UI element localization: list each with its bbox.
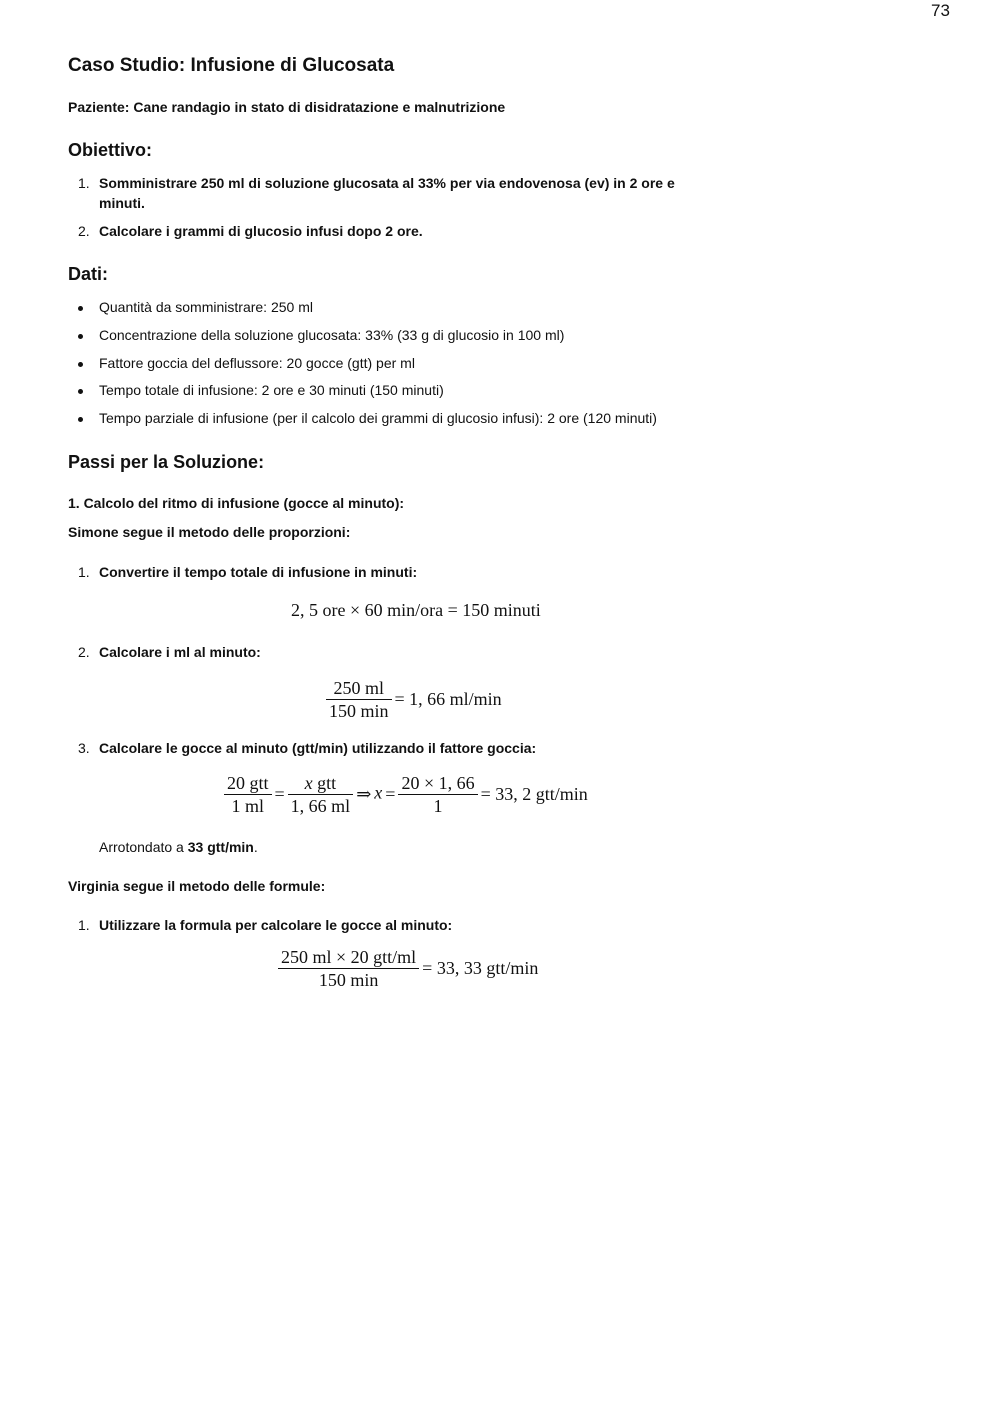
fraction-denominator: 1 ml	[231, 796, 265, 816]
objective-heading: Obiettivo:	[68, 140, 152, 160]
fraction-numerator	[288, 772, 354, 795]
equation-result: = 33, 2 gtt/min	[480, 784, 588, 804]
bullet-marker	[78, 306, 83, 311]
fraction-denominator: 1	[433, 796, 443, 816]
variable-x: x	[304, 773, 313, 793]
fraction	[224, 772, 272, 817]
rounded-prefix: Arrotondato a	[99, 839, 188, 855]
fraction-numerator: 20 gtt	[224, 772, 272, 795]
data-item-concentration: Concentrazione della soluzione glucosata: 33% (33 g di glucosio in 100 ml)	[99, 327, 565, 343]
unit-gtt: gtt	[312, 773, 337, 793]
rounded-suffix: .	[253, 839, 258, 855]
rounded-value: 33 gtt/min	[187, 839, 254, 855]
fraction	[326, 677, 392, 722]
fraction	[288, 772, 354, 817]
objective-item-2-text: Calcolare i grammi di glucosio infusi dopo 2 ore.	[99, 223, 423, 239]
simone-step-2-number: 2.	[78, 644, 90, 660]
data-item-total-time: Tempo totale di infusione: 2 ore e 30 minuti (150 minuti)	[99, 382, 444, 398]
simone-method-label: Simone segue il metodo delle proporzioni:	[68, 524, 351, 540]
fraction-numerator: 20 × 1, 66	[398, 772, 477, 795]
fraction-numerator: 250 ml × 20 gtt/ml	[278, 946, 419, 969]
objective-item-1-number: 1.	[78, 175, 90, 191]
equation-drops-formula	[278, 946, 541, 991]
data-heading: Dati:	[68, 264, 108, 284]
rounded-result	[99, 839, 258, 855]
fraction-denominator: 150 min	[329, 701, 389, 721]
virginia-method-label: Virginia segue il metodo delle formule:	[68, 878, 326, 894]
simone-step-1-number: 1.	[78, 564, 90, 580]
objective-item-1-line1: Somministrare 250 ml di soluzione glucosata al 33% per via endovenosa (ev) in 2 ore e	[99, 175, 675, 191]
page-number: 73	[931, 1, 950, 20]
implies-arrow: ⇒	[356, 784, 372, 804]
step-1-subheading: 1. Calcolo del ritmo di infusione (gocce al minuto):	[68, 495, 405, 511]
data-item-drop-factor: Fattore goccia del deflussore: 20 gocce (gtt) per ml	[99, 355, 415, 371]
variable-x: x	[374, 782, 383, 803]
equation-time-conversion: 2, 5 ore × 60 min/ora = 150 minuti	[291, 600, 541, 620]
fraction-denominator: 1, 66 ml	[290, 796, 351, 816]
equals-sign: =	[385, 784, 396, 804]
bullet-marker	[78, 362, 83, 367]
steps-heading: Passi per la Soluzione:	[68, 452, 265, 472]
virginia-step-1-number: 1.	[78, 917, 90, 933]
objective-item-2-number: 2.	[78, 223, 90, 239]
equation-ml-per-minute	[326, 677, 505, 722]
fraction-numerator: 250 ml	[326, 677, 392, 700]
bullet-marker	[78, 417, 83, 422]
objective-item-1-line2: minuti.	[99, 195, 145, 211]
simone-step-1-text: Convertire il tempo totale di infusione in minuti:	[99, 564, 418, 580]
data-item-quantity: Quantità da somministrare: 250 ml	[99, 299, 313, 315]
equation-drops-proportion	[224, 772, 591, 817]
fraction	[278, 946, 419, 991]
patient-line: Paziente: Cane randagio in stato di disidratazione e malnutrizione	[68, 99, 506, 115]
equals-sign: =	[274, 784, 285, 804]
document-title: Caso Studio: Infusione di Glucosata	[68, 55, 395, 76]
bullet-marker	[78, 334, 83, 339]
fraction	[398, 772, 477, 817]
simone-step-3-number: 3.	[78, 740, 90, 756]
equation-result: = 33, 33 gtt/min	[422, 958, 539, 978]
equation-result: = 1, 66 ml/min	[394, 689, 502, 709]
bullet-marker	[78, 389, 83, 394]
virginia-step-1-text: Utilizzare la formula per calcolare le gocce al minuto:	[99, 917, 453, 933]
simone-step-3-text: Calcolare le gocce al minuto (gtt/min) utilizzando il fattore goccia:	[99, 740, 537, 756]
simone-step-2-text: Calcolare i ml al minuto:	[99, 644, 261, 660]
fraction-denominator: 150 min	[318, 970, 379, 990]
data-item-partial-time: Tempo parziale di infusione (per il calcolo dei grammi di glucosio infusi): 2 ore (120 minuti)	[99, 410, 657, 426]
